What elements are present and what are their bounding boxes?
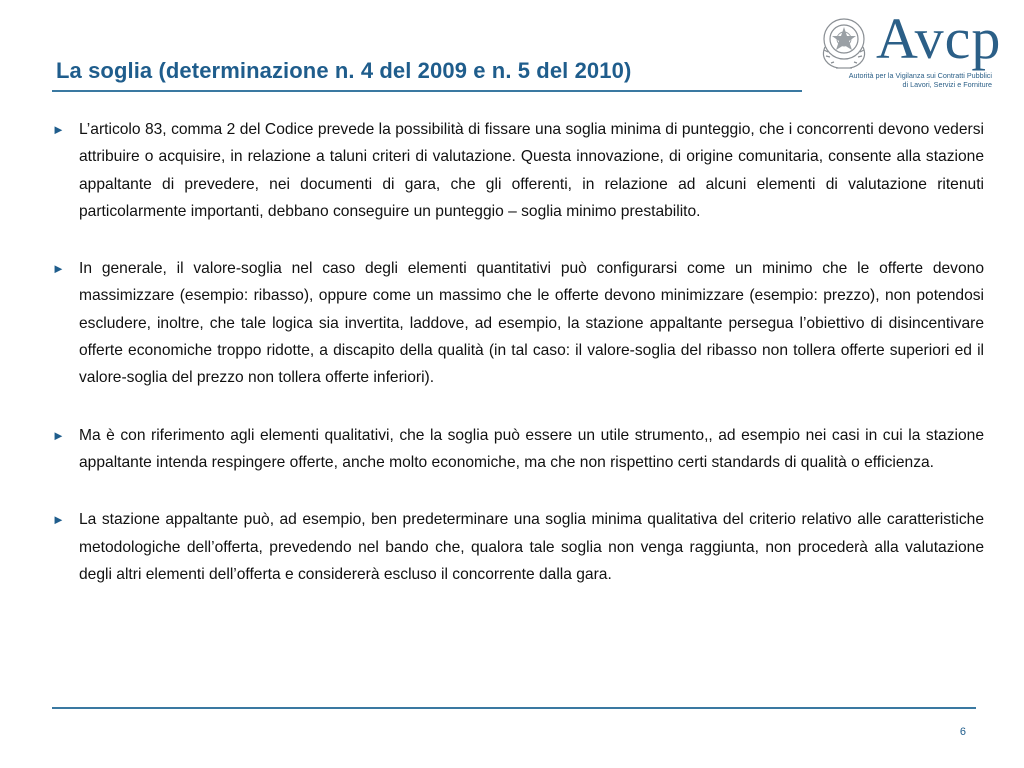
bullet-item bbox=[52, 506, 984, 588]
avcp-logo bbox=[816, 8, 1006, 92]
bullet-text: L’articolo 83, comma 2 del Codice prevede la possibilità di fissare una soglia minima di punteggio, che i concorrenti devono vedersi attribuire o acquisire, in relazione a taluni criteri di valutazione. Questa innovazione, di origine comunitaria, consente alla stazione appaltante di prevedere, nei documenti di gara, che gli offerenti, in relazione ad alcuni elementi di valutazione ritenuti particolarmente importanti, debbano conseguire un punteggio – soglia minimo prestabilito. bbox=[79, 121, 984, 220]
bullet-marker-icon: ► bbox=[52, 122, 65, 137]
bullet-marker-icon: ► bbox=[52, 427, 65, 443]
header-divider bbox=[52, 90, 802, 92]
bullet-item bbox=[52, 255, 984, 391]
bullet-text: La stazione appaltante può, ad esempio, ben predeterminare una soglia minima qualitativa del criterio relativo alle caratteristiche metodologiche dell’offerta, prevedendo nel bando che, qualora tale soglia non venga raggiunta, non procederà alla valutazione degli altri elementi dell’offerta e considererà escluso il concorrente dalla gara. bbox=[79, 511, 984, 583]
bullet-marker-icon: ► bbox=[52, 512, 65, 528]
italian-republic-emblem-icon bbox=[816, 10, 872, 72]
footer-divider bbox=[52, 707, 976, 709]
logo-wordmark: Avcp bbox=[876, 6, 1002, 71]
logo-subtitle-line1: Autorità per la Vigilanza sui Contratti Pubblici bbox=[848, 71, 992, 80]
bullet-marker-icon: ► bbox=[52, 261, 65, 277]
slide-title: La soglia (determinazione n. 4 del 2009 e n. 5 del 2010) bbox=[56, 58, 632, 83]
bullet-item bbox=[52, 116, 984, 225]
logo-subtitle-line2: di Lavori, Servizi e Forniture bbox=[902, 80, 992, 89]
page-number: 6 bbox=[959, 726, 966, 738]
bullet-text: Ma è con riferimento agli elementi qualitativi, che la soglia può essere un utile strumento,, ad esempio nei casi in cui la stazione appaltante intenda respingere offerte, anche molto economiche, ma che non rispettino certi standards di qualità o efficienza. bbox=[79, 426, 984, 471]
bullet-list bbox=[52, 116, 984, 618]
bullet-item bbox=[52, 422, 984, 477]
bullet-text: In generale, il valore-soglia nel caso degli elementi quantitativi può configurarsi come un minimo che le offerte devono massimizzare (esempio: ribasso), oppure come un massimo che le offerte devono minimizzare (esempio: prezzo), non potendosi escludere, inoltre, che tale logica sia invertita, laddove, ad esempio, la stazione appaltante persegua l’obiettivo di disincentivare offerte economiche troppo ridotte, a discapito della qualità (in tal caso: il valore-soglia del ribasso non tollera offerte superiori ed il valore-soglia del prezzo non tollera offerte inferiori). bbox=[79, 260, 984, 387]
